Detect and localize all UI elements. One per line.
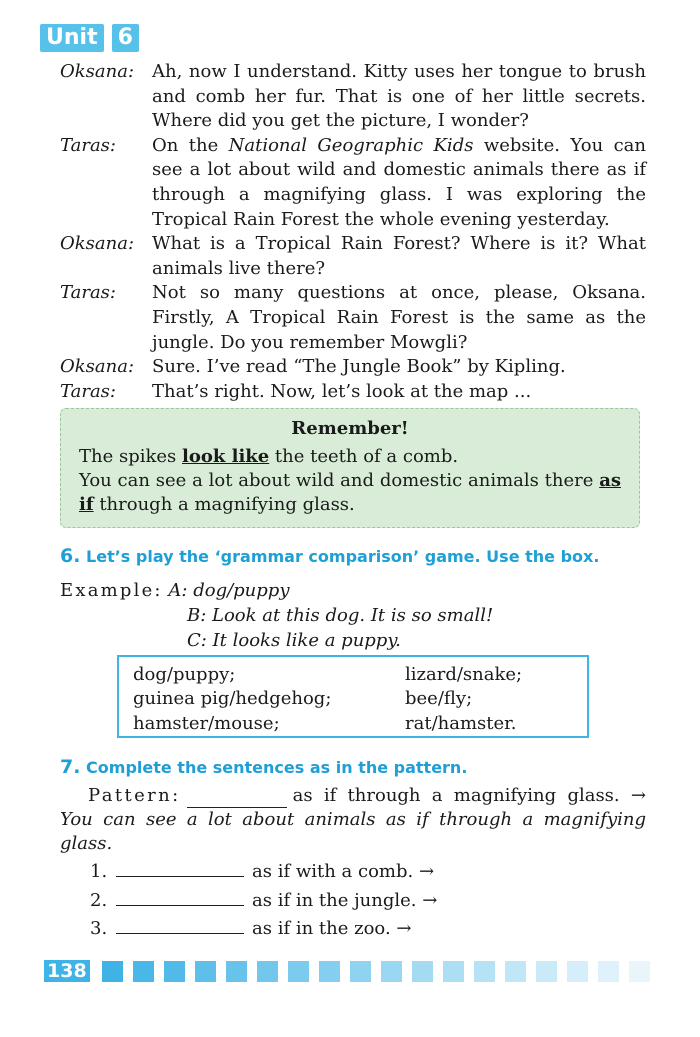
keyword-look-like: look like [182,446,270,467]
dialogue-text: That’s right. Now, let’s look at the map ... [152,380,532,402]
item-text: as if in the jungle. → [252,889,438,911]
answer-blank[interactable] [116,915,244,934]
answer-blank[interactable] [116,858,244,877]
box-item: lizard/snake; [405,664,523,685]
dialogue-line [60,60,646,134]
dialogue-text: Ah, now I understand. Kitty uses her tongue to brush and comb her fur. That is one of her little secrets. Where did you get the picture, I wonder? [152,61,646,132]
dialogue-text: On the National Geographic Kids website. You can see a lot about wild and domestic animals there as if through a magnifying glass. I was exploring the Tropical Rain Forest the whole evening yesterday. [152,134,646,230]
box-item: hamster/mouse; [133,712,280,734]
decorative-square [381,961,402,982]
box-item: bee/fly; [405,688,473,710]
dialogue-text: Sure. I’ve read “The Jungle Book” by Kipling. [152,356,566,378]
dialogue-line [60,380,646,405]
decorative-square [629,961,650,982]
dialogue-line [60,232,646,281]
word-box [117,655,589,738]
decorative-square [257,961,278,982]
answer-blank[interactable] [187,789,287,808]
speaker: Oksana: [60,233,135,255]
exercise-item [90,915,437,944]
example-a: A: dog/puppy [168,580,290,601]
decorative-square [443,961,464,982]
exercise-items [90,858,437,944]
decorative-square [288,961,309,982]
dialogue [60,60,646,404]
page-footer [44,960,660,982]
decorative-square [412,961,433,982]
decorative-square [567,961,588,982]
website-name: National Geographic Kids [228,134,474,156]
pattern-answer: You can see a lot about animals as if through a magnifying glass. [60,809,646,854]
remember-box [60,408,640,528]
speaker: Taras: [60,134,116,156]
decorative-square [164,961,185,982]
decorative-square [319,961,340,982]
speaker: Oksana: [60,61,135,82]
example-c: C: It looks like a puppy. [187,630,401,651]
task-number: 7. [60,756,81,778]
item-number: 3. [90,918,108,939]
item-number: 2. [90,889,108,911]
task-7-title [60,756,467,778]
example-b: B: Look at this dog. It is so small! [187,605,494,626]
item-number: 1. [90,861,108,882]
decorative-square [226,961,247,982]
box-item: guinea pig/hedgehog; [133,688,332,710]
unit-number: 6 [112,24,139,52]
item-text: as if with a comb. → [252,861,435,882]
item-text: as if in the zoo. → [252,918,412,939]
dialogue-text: Not so many questions at once, please, Oksana. Firstly, A Tropical Rain Forest is the same as the jungle. Do you remember Mowgli? [152,282,646,353]
task-instruction: Let’s play the ‘grammar comparison’ game. Use the box. [86,547,600,566]
speaker: Taras: [60,380,116,402]
decorative-square [536,961,557,982]
box-item: dog/puppy; [133,664,236,685]
remember-title: Remember! [291,418,409,439]
speaker: Taras: [60,282,116,304]
exercise-item [90,858,437,887]
decorative-square [505,961,526,982]
pattern-block [60,784,646,856]
decorative-square [350,961,371,982]
unit-badge [40,24,139,52]
decorative-square [133,961,154,982]
dialogue-line [60,281,646,355]
remember-line-2: You can see a lot about wild and domestic animals there as if through a magnifying glass. [79,470,621,515]
task-6-title [60,545,599,567]
task-instruction: Complete the sentences as in the pattern. [86,758,468,777]
decorative-square [598,961,619,982]
decorative-square [195,961,216,982]
dialogue-line [60,355,646,380]
answer-blank[interactable] [116,887,244,906]
example-block [60,578,646,653]
speaker: Oksana: [60,356,135,378]
remember-line-1: The spikes look like the teeth of a comb. [79,446,459,467]
decorative-squares [102,961,660,982]
dialogue-line [60,134,646,232]
unit-label: Unit [40,24,104,52]
pattern-label: Pattern: [88,785,181,806]
keyword-as-if: as if [79,470,621,515]
dialogue-text: What is a Tropical Rain Forest? Where is it? What animals live there? [152,233,646,279]
example-label: Example: [60,580,163,601]
box-item: rat/hamster. [405,712,517,734]
page-number: 138 [44,960,90,982]
pattern-text: as if through a magnifying glass. → [292,785,646,806]
exercise-item [90,887,437,916]
decorative-square [102,961,123,982]
task-number: 6. [60,545,81,567]
decorative-square [474,961,495,982]
